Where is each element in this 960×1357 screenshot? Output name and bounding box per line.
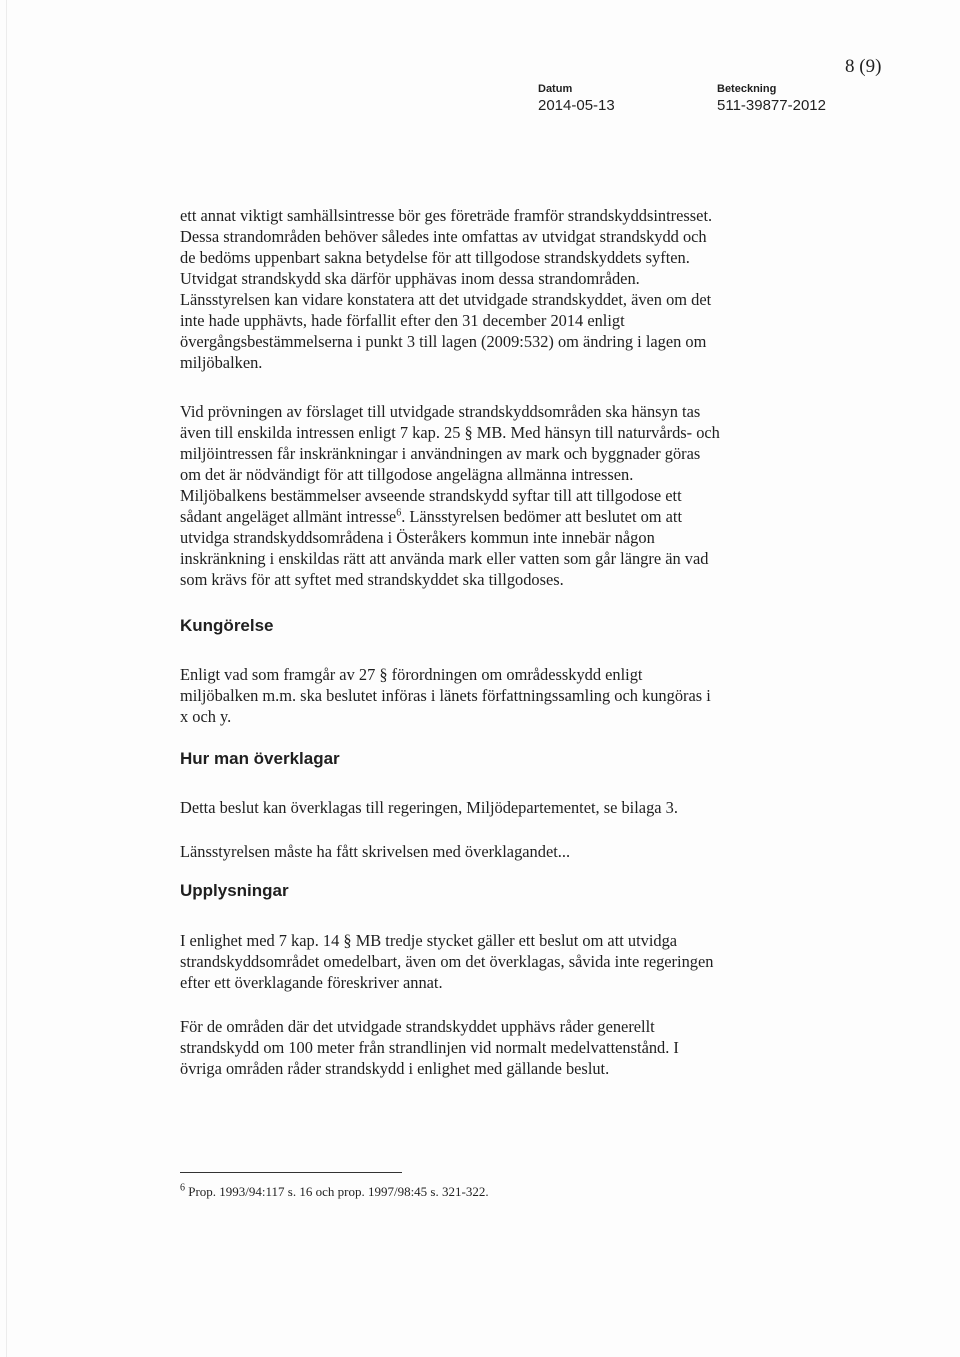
- heading-upplysningar: Upplysningar: [180, 881, 289, 900]
- paragraph-omraden: För de områden där det utvidgade strandskyddet upphävs råder generellt strandskydd om 100 meter från strandlinjen vid normalt medelvattenstånd. I övriga områden råder strandskydd i enlighet med gällande beslut.: [180, 1017, 679, 1078]
- footnote-marker: 6: [180, 1182, 185, 1194]
- reference-block: [717, 82, 826, 116]
- date-block: [538, 82, 615, 116]
- paragraph-upplysningar: I enlighet med 7 kap. 14 § MB tredje stycket gäller ett beslut om att utvidga strandskyddsområdet omedelbart, även om det överklagas, såvida inte regeringen efter ett överklagande föreskriver annat.: [180, 931, 714, 992]
- reference-label: Beteckning: [717, 83, 777, 95]
- heading-overklagar: Hur man överklagar: [180, 749, 340, 768]
- date-value: 2014-05-13: [538, 97, 615, 114]
- paragraph-kungorelse: Enligt vad som framgår av 27 § förordningen om områdesskydd enligt miljöbalken m.m. ska beslutet införas i länets författningssamling och kungöras i x och y.: [180, 665, 711, 726]
- paragraph-overklagas: Detta beslut kan överklagas till regeringen, Miljödepartementet, se bilaga 3.: [180, 798, 678, 817]
- paragraph-provning: [180, 401, 800, 590]
- footnote-reference: 6: [396, 507, 402, 519]
- paragraph-skrivelse: Länsstyrelsen måste ha fått skrivelsen med överklagandet...: [180, 842, 571, 861]
- paragraph-provning-part-a: Vid prövningen av förslaget till utvidgade strandskyddsområden ska hänsyn tas även till enskilda intressen enligt 7 kap. 25 § MB. Med hänsyn till naturvårds- och miljöintressen får inskränkningar i användningen av mark och byggnader göras om det är nödvändigt för att tillgodose angelägna allmänna intressen. Miljöbalkens bestämmelser avseende strandskydd syftar till att tillgodose ett sådant angeläget allmänt intresse: [180, 402, 720, 526]
- footnote-divider: [180, 1172, 402, 1173]
- footnote-text: Prop. 1993/94:117 s. 16 och prop. 1997/98:45 s. 321-322.: [185, 1184, 489, 1199]
- scan-edge-line: [6, 0, 7, 1357]
- heading-kungorelse: Kungörelse: [180, 616, 274, 635]
- date-label: Datum: [538, 83, 573, 95]
- paragraph-provning-part-b: . Länsstyrelsen bedömer att beslutet om att utvidga strandskyddsområdena i Österåkers kommun inte innebär någon inskränkning i enskildas rätt att använda mark eller vatten som går längre än vad som krävs för att syftet med strandskyddet ska tillgodoses.: [180, 507, 709, 589]
- reference-value: 511-39877-2012: [717, 97, 826, 114]
- footnote: [180, 1184, 489, 1200]
- paragraph-strandskydd: ett annat viktigt samhällsintresse bör ges företräde framför strandskyddsintresset. Dessa strandområden behöver således inte omfattas av utvidgat strandskydd och de bedöms uppenbart sakna betydelse för att tillgodose strandskyddets syften. Utvidgat strandskydd ska därför upphävas inom dessa strandområden. Länsstyrelsen kan vidare konstatera att det utvidgade strandskyddet, även om det inte hade upphävts, hade förfallit efter den 31 december 2014 enligt övergångsbestämmelserna i punkt 3 till lagen (2009:532) om ändring i lagen om miljöbalken.: [180, 206, 713, 372]
- page-number: 8 (9): [845, 56, 882, 77]
